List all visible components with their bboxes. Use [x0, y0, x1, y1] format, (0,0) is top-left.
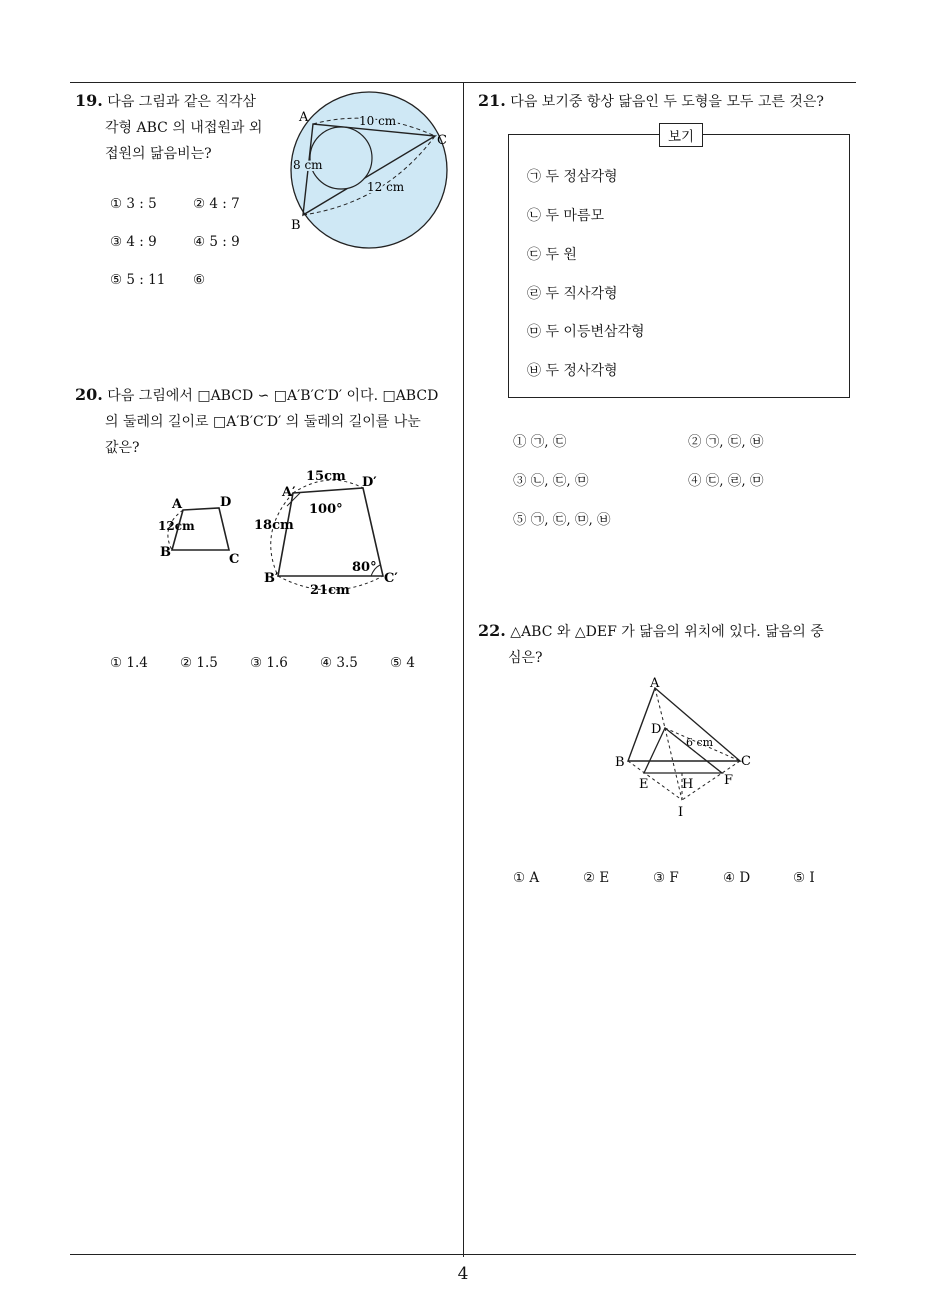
- question-20-line-1: 20. 다음 그림에서 □ABCD ∽ □A′B′C′D′ 이다. □ABCD: [75, 385, 439, 404]
- q21-choice-2[interactable]: ② ㉠, ㉢, ㉥: [688, 434, 764, 450]
- q20-choice-3[interactable]: ③ 1.6: [250, 655, 288, 671]
- label-df: 6 cm: [686, 736, 714, 749]
- label-C: C: [229, 552, 240, 567]
- label-angle-a2: 100°: [309, 502, 343, 517]
- question-19: [75, 88, 285, 167]
- label-ab: 8 cm: [293, 158, 323, 172]
- question-20-line-3: 값은?: [105, 440, 140, 456]
- q20-choice-1[interactable]: ① 1.4: [110, 655, 148, 671]
- bogi-box: [508, 129, 850, 398]
- label-B: B: [160, 545, 171, 560]
- q20-figure: [150, 462, 410, 602]
- label-ab: 12cm: [158, 519, 195, 533]
- bogi-item-2: ㉡ 두 마름모: [527, 208, 604, 224]
- q19-choice-1[interactable]: ① 3 : 5: [110, 196, 157, 212]
- column-divider: [463, 82, 464, 1257]
- question-22: [478, 618, 863, 671]
- label-F: F: [724, 773, 734, 788]
- label-D2: D′: [362, 475, 377, 490]
- label-B: B: [291, 218, 301, 233]
- question-22-number: 22.: [478, 621, 506, 640]
- question-21-line-1: 21. 다음 보기중 항상 닮음인 두 도형을 모두 고른 것은?: [478, 91, 824, 110]
- question-20: [75, 382, 460, 461]
- question-20-line-2: 의 둘레의 길이로 □A′B′C′D′ 의 둘레의 길이를 나눈: [105, 414, 421, 430]
- label-B2: B′: [264, 571, 279, 586]
- q19-choice-3[interactable]: ③ 4 : 9: [110, 234, 157, 250]
- label-a2d2: 15cm: [306, 469, 346, 484]
- q22-choice-4[interactable]: ④ D: [723, 870, 751, 886]
- triangle-abc: [628, 688, 740, 761]
- q22-choice-1[interactable]: ① A: [513, 870, 540, 886]
- arc-a2b2-dashed: [271, 493, 293, 576]
- q19-choice-4[interactable]: ④ 5 : 9: [193, 234, 240, 250]
- label-A2: A′: [282, 485, 296, 500]
- label-C2: C′: [384, 571, 398, 586]
- question-22-line-1: 22. △ABC 와 △DEF 가 닮음의 위치에 있다. 닮음의 중: [478, 621, 824, 640]
- question-19-number: 19.: [75, 91, 103, 110]
- bogi-item-5: ㉤ 두 이등변삼각형: [527, 324, 645, 340]
- bogi-item-1: ㉠ 두 정삼각형: [527, 169, 618, 185]
- question-20-number: 20.: [75, 385, 103, 404]
- question-19-line-2: 각형 ABC 의 내접원과 외: [105, 120, 263, 136]
- q20-choice-2[interactable]: ② 1.5: [180, 655, 218, 671]
- dash-b-i: [628, 761, 682, 800]
- label-b2c2: 21cm: [310, 583, 350, 598]
- label-C: C: [741, 754, 751, 769]
- label-A: A: [299, 110, 309, 125]
- q22-choice-5[interactable]: ⑤ I: [793, 870, 815, 886]
- q21-choice-1[interactable]: ① ㉠, ㉢: [513, 434, 567, 450]
- label-ac: 10 cm: [359, 114, 397, 128]
- q22-choice-3[interactable]: ③ F: [653, 870, 679, 886]
- question-19-line-3: 접원의 닮음비는?: [105, 146, 212, 162]
- question-21: [478, 88, 863, 115]
- question-19-line-1: 19. 다음 그림과 같은 직각삼: [75, 91, 256, 110]
- label-D: D: [651, 722, 662, 737]
- label-E: E: [639, 777, 649, 792]
- bottom-rule: [70, 1254, 856, 1255]
- page-number: 4: [457, 1264, 469, 1284]
- label-a2b2: 18cm: [254, 518, 294, 533]
- label-B: B: [615, 755, 625, 770]
- q19-choice-5[interactable]: ⑤ 5 : 11: [110, 272, 166, 288]
- bogi-title: 보기: [659, 123, 703, 147]
- label-D: D: [220, 495, 232, 510]
- q19-figure: [285, 88, 460, 263]
- bogi-item-3: ㉢ 두 원: [527, 247, 577, 263]
- q22-choice-2[interactable]: ② E: [583, 870, 610, 886]
- q22-figure: [610, 676, 760, 821]
- label-H: H: [682, 777, 694, 792]
- q21-choice-3[interactable]: ③ ㉡, ㉢, ㉤: [513, 473, 589, 489]
- label-C: C: [437, 133, 447, 148]
- q20-choice-5[interactable]: ⑤ 4: [390, 655, 415, 671]
- bogi-item-4: ㉣ 두 직사각형: [527, 286, 618, 302]
- label-I: I: [678, 805, 684, 820]
- q19-choice-2[interactable]: ② 4 : 7: [193, 196, 240, 212]
- question-21-number: 21.: [478, 91, 506, 110]
- label-angle-c2: 80°: [352, 560, 377, 575]
- label-A: A: [172, 497, 183, 512]
- bogi-item-6: ㉥ 두 정사각형: [527, 363, 618, 379]
- q20-choice-4[interactable]: ④ 3.5: [320, 655, 358, 671]
- label-bc: 12 cm: [367, 180, 405, 194]
- q19-choice-6[interactable]: ⑥: [193, 272, 206, 288]
- q21-choice-4[interactable]: ④ ㉢, ㉣, ㉤: [688, 473, 764, 489]
- question-22-line-2: 심은?: [508, 650, 543, 666]
- label-A: A: [650, 676, 660, 691]
- q21-choice-5[interactable]: ⑤ ㉠, ㉢, ㉤, ㉥: [513, 512, 611, 528]
